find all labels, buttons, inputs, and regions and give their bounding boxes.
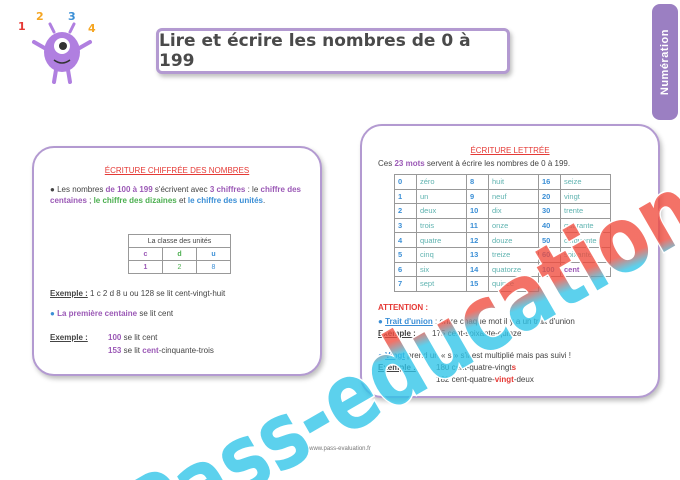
numeric-intro-paragraph: ● Les nombres de 100 à 199 s'écrivent avec 3 chiffres : le chiffre des centaines ; le chiffre des dizaines et le chiffre des unités. — [50, 185, 301, 205]
numeric-example-2-line-1: 100 se lit cent — [108, 333, 158, 342]
word-cell: seize — [561, 175, 611, 190]
word-cell: treize — [489, 247, 539, 262]
page-title: Lire et écrire les nombres de 0 à 199 — [159, 31, 471, 71]
digit-four: 4 — [88, 22, 96, 35]
number-cell: 10 — [467, 204, 489, 219]
subject-tab — [652, 4, 678, 120]
word-cell: cinq — [417, 247, 467, 262]
number-cell: 16 — [539, 175, 561, 190]
attention-heading: ATTENTION : — [378, 303, 429, 312]
subject-tab-label: Numération — [659, 28, 671, 96]
digit-three: 3 — [68, 10, 76, 23]
number-cell: 3 — [395, 218, 417, 233]
word-cell: sept — [417, 277, 467, 292]
number-cell: 50 — [539, 233, 561, 248]
number-cell: 0 — [395, 175, 417, 190]
number-cell: 7 — [395, 277, 417, 292]
number-words-row — [395, 233, 611, 248]
lettered-intro: Ces 23 mots servent à écrire les nombres de 0 à 199. — [378, 159, 571, 168]
number-cell: 13 — [467, 247, 489, 262]
word-cell: quatre — [417, 233, 467, 248]
number-words-row — [395, 175, 611, 190]
number-cell: 9 — [467, 189, 489, 204]
word-cell: quinze — [489, 277, 539, 292]
number-cell: 8 — [467, 175, 489, 190]
word-cell: trente — [561, 204, 611, 219]
word-cell: trois — [417, 218, 467, 233]
number-cell: 14 — [467, 262, 489, 277]
hyphen-rule: ● Trait d'union : entre chaque mot il y a un trait d'union — [378, 317, 575, 326]
units-table-caption: La classe des unités — [129, 235, 231, 248]
digit-one: 1 — [18, 20, 26, 33]
page-title-box — [156, 28, 510, 74]
number-words-row — [395, 218, 611, 233]
word-cell: cent — [561, 262, 611, 277]
word-cell: zéro — [417, 175, 467, 190]
vingt-example-line-1: 180 cent-quatre-vingts — [436, 363, 517, 372]
word-cell: onze — [489, 218, 539, 233]
units-header-d: d — [163, 248, 197, 261]
units-value-u: 8 — [197, 261, 231, 274]
word-cell: six — [417, 262, 467, 277]
number-words-row — [395, 204, 611, 219]
vingt-example-label: Exemple : — [378, 363, 416, 372]
numeric-example-1: Exemple : 1 c 2 d 8 u ou 128 se lit cent-vingt-huit — [50, 289, 226, 298]
word-cell: vingt — [561, 189, 611, 204]
word-cell: soixante — [561, 247, 611, 262]
vingt-rule: ● Vingt prend un « s » s'il est multiplié mais pas suivi ! — [378, 351, 571, 360]
lettered-writing-title: ÉCRITURE LETTRÉE — [470, 146, 550, 155]
word-cell: huit — [489, 175, 539, 190]
numeric-writing-title: ÉCRITURE CHIFFRÉE DES NOMBRES — [104, 166, 250, 175]
numeric-writing-card — [32, 146, 322, 376]
number-cell: 11 — [467, 218, 489, 233]
number-cell: 30 — [539, 204, 561, 219]
monster-mascot-illustration — [14, 6, 110, 86]
number-words-row — [395, 277, 611, 292]
word-cell: dix — [489, 204, 539, 219]
number-words-row — [395, 262, 611, 277]
lettered-writing-card — [360, 124, 660, 398]
number-words-row — [395, 189, 611, 204]
number-cell: 5 — [395, 247, 417, 262]
number-cell: 60 — [539, 247, 561, 262]
first-hundred-rule: ● La première centaine se lit cent — [50, 309, 174, 318]
number-words-row — [395, 247, 611, 262]
number-cell: 4 — [395, 233, 417, 248]
footer-url: www.pass-evaluation.fr — [309, 446, 371, 452]
number-cell: 15 — [467, 277, 489, 292]
word-cell: deux — [417, 204, 467, 219]
number-cell: 6 — [395, 262, 417, 277]
number-cell: 40 — [539, 218, 561, 233]
units-value-c: 1 — [129, 261, 163, 274]
numeric-example-2-label: Exemple : — [50, 333, 88, 342]
number-cell: 20 — [539, 189, 561, 204]
units-value-d: 2 — [163, 261, 197, 274]
number-cell: 100 — [539, 262, 561, 277]
number-cell: 12 — [467, 233, 489, 248]
digit-two: 2 — [36, 10, 44, 23]
number-cell: 1 — [395, 189, 417, 204]
word-cell: douze — [489, 233, 539, 248]
number-cell: 2 — [395, 204, 417, 219]
word-cell: neuf — [489, 189, 539, 204]
hyphen-example: Exemple : 175 cent-soixante-quinze — [378, 329, 522, 338]
vingt-example-line-2: 182 cent-quatre-vingt-deux — [436, 375, 534, 384]
word-cell: quarante — [561, 218, 611, 233]
numeric-example-2-line-2: 153 se lit cent-cinquante-trois — [108, 346, 214, 355]
word-cell: quatorze — [489, 262, 539, 277]
number-words-table — [394, 174, 611, 292]
word-cell: cinquante — [561, 233, 611, 248]
word-cell: un — [417, 189, 467, 204]
units-header-c: c — [129, 248, 163, 261]
units-header-u: u — [197, 248, 231, 261]
units-class-table — [128, 234, 231, 274]
